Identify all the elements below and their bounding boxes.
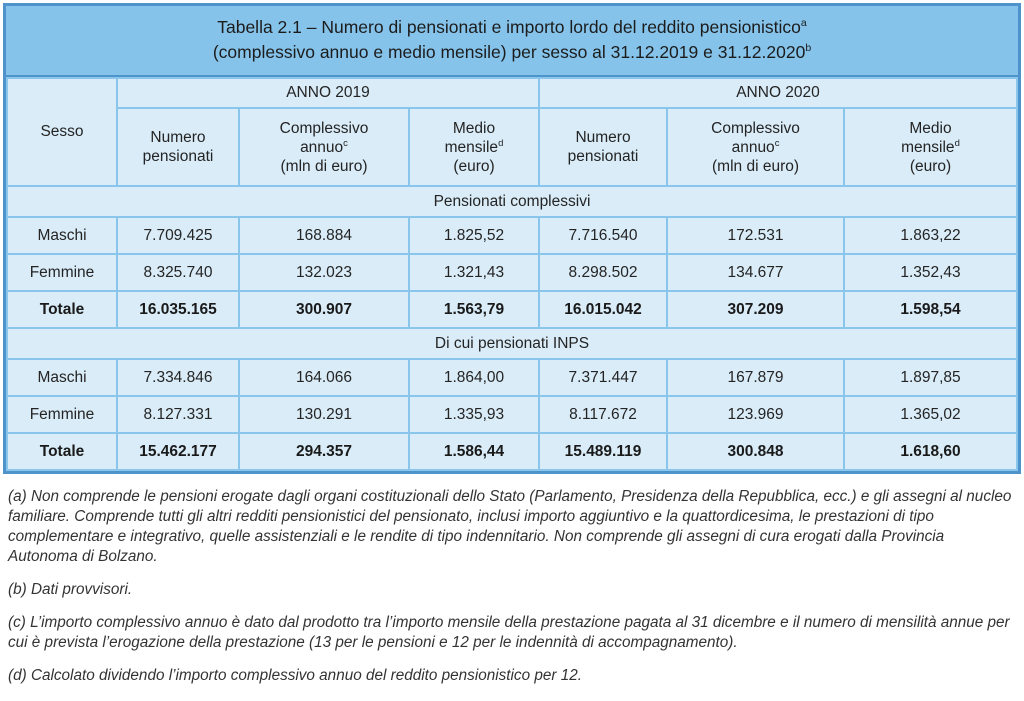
data-cell: 7.709.425 [117, 217, 239, 254]
data-cell: 1.321,43 [409, 254, 539, 291]
data-cell: 8.127.331 [117, 396, 239, 433]
data-cell: 300.907 [239, 291, 409, 328]
data-cell: 8.325.740 [117, 254, 239, 291]
title-footnote-b-marker: b [805, 42, 812, 55]
title-footnote-a-marker: a [800, 17, 807, 30]
footnote-c-marker: c [774, 137, 780, 149]
data-cell: 15.462.177 [117, 433, 239, 470]
row-label: Totale [7, 291, 117, 328]
footnote-b: (b) Dati provvisori. [8, 581, 133, 598]
data-cell: 1.335,93 [409, 396, 539, 433]
data-cell: 1.863,22 [844, 217, 1017, 254]
data-cell: 7.334.846 [117, 359, 239, 396]
footnote-c: (c) L’importo complessivo annuo è dato dal prodotto tra l’importo mensile della prestazione pagata al 31 dicembre e il numero di mensilità annue per cui è prevista l’erogazione della prestazione (13 per le pensioni e 12 per le indennità di accompagnamento). [8, 614, 1010, 651]
table-row-femmine-complessivi [7, 254, 1017, 291]
footnotes [3, 474, 1021, 686]
year-header-row [7, 78, 1017, 108]
row-label: Femmine [7, 254, 117, 291]
section-header-row [7, 186, 1017, 217]
table-title-line2: (complessivo annuo e medio mensile) per sesso al 31.12.2019 e 31.12.2020 [212, 42, 806, 62]
row-label: Femmine [7, 396, 117, 433]
data-cell: 1.864,00 [409, 359, 539, 396]
data-cell: 15.489.119 [539, 433, 667, 470]
data-cell: 123.969 [667, 396, 844, 433]
data-cell: 164.066 [239, 359, 409, 396]
data-cell: 16.035.165 [117, 291, 239, 328]
table-title [6, 6, 1018, 77]
footnote-d-marker: d [954, 137, 960, 149]
table-row-totale-complessivi [7, 291, 1017, 328]
data-cell: 307.209 [667, 291, 844, 328]
data-cell: 134.677 [667, 254, 844, 291]
column-header-complessivo-2020: Complessivo annuo$^c$ (mln di euro) [667, 108, 844, 186]
data-cell: 167.879 [667, 359, 844, 396]
section-header-pensionati-inps: Di cui pensionati INPS [7, 328, 1017, 359]
table-title-line1: Tabella 2.1 – Numero di pensionati e importo lordo del reddito pensionistico [217, 17, 801, 37]
footnote-c-marker: c [343, 137, 348, 149]
footnote-d: (d) Calcolato dividendo l’importo complessivo annuo del reddito pensionistico per 12. [8, 667, 582, 684]
data-cell: 8.298.502 [539, 254, 667, 291]
table-row-femmine-inps [7, 396, 1017, 433]
data-cell: 1.365,02 [844, 396, 1017, 433]
footnote-a: (a) Non comprende le pensioni erogate dagli organi costituzionali dello Stato (Parlamento, Presidenza della Repubblica, ecc.) e gli assegni al nucleo familiare. Comprende tutti gli altri redditi pensionistici del pensionato, inclusi importo aggiuntivo e la quattordicesima, le prestazioni di tipo complementare e integrativo, quelle assistenziali e le rendite di tipo indennitario. Non comprende gli assegni di cura erogati dalla Provincia Autonoma di Bolzano. [8, 488, 1012, 565]
column-header-medio-2019: Medio mensile$^d$ (euro) [409, 108, 539, 186]
data-cell: 300.848 [667, 433, 844, 470]
row-label: Maschi [7, 217, 117, 254]
table-row-maschi-inps [7, 359, 1017, 396]
footnote-d-marker: d [498, 137, 504, 149]
pension-table [6, 77, 1018, 471]
data-cell: 7.716.540 [539, 217, 667, 254]
section-header-row [7, 328, 1017, 359]
year-2019-header: ANNO 2019 [117, 78, 539, 108]
data-cell: 1.563,79 [409, 291, 539, 328]
data-cell: 1.618,60 [844, 433, 1017, 470]
year-2020-header: ANNO 2020 [539, 78, 1017, 108]
data-cell: 1.598,54 [844, 291, 1017, 328]
data-cell: 1.586,44 [409, 433, 539, 470]
table-row-maschi-complessivi [7, 217, 1017, 254]
column-header-complessivo-2019: Complessivo annuo$^c$ (mln di euro) [239, 108, 409, 186]
column-header-medio-2020: Medio mensile$^d$ (euro) [844, 108, 1017, 186]
table-row-totale-inps [7, 433, 1017, 470]
section-header-pensionati-complessivi: Pensionati complessivi [7, 186, 1017, 217]
data-cell: 172.531 [667, 217, 844, 254]
pension-table-block [3, 3, 1021, 474]
data-cell: 294.357 [239, 433, 409, 470]
data-cell: 1.352,43 [844, 254, 1017, 291]
data-cell: 132.023 [239, 254, 409, 291]
column-header-numero-2020: Numero pensionati [539, 108, 667, 186]
data-cell: 168.884 [239, 217, 409, 254]
data-cell: 130.291 [239, 396, 409, 433]
row-label: Maschi [7, 359, 117, 396]
column-header-numero-2019: Numero pensionati [117, 108, 239, 186]
data-cell: 8.117.672 [539, 396, 667, 433]
data-cell: 1.897,85 [844, 359, 1017, 396]
sesso-column-header: Sesso [7, 78, 117, 186]
row-label: Totale [7, 433, 117, 470]
column-header-row [7, 108, 1017, 186]
data-cell: 7.371.447 [539, 359, 667, 396]
data-cell: 16.015.042 [539, 291, 667, 328]
data-cell: 1.825,52 [409, 217, 539, 254]
